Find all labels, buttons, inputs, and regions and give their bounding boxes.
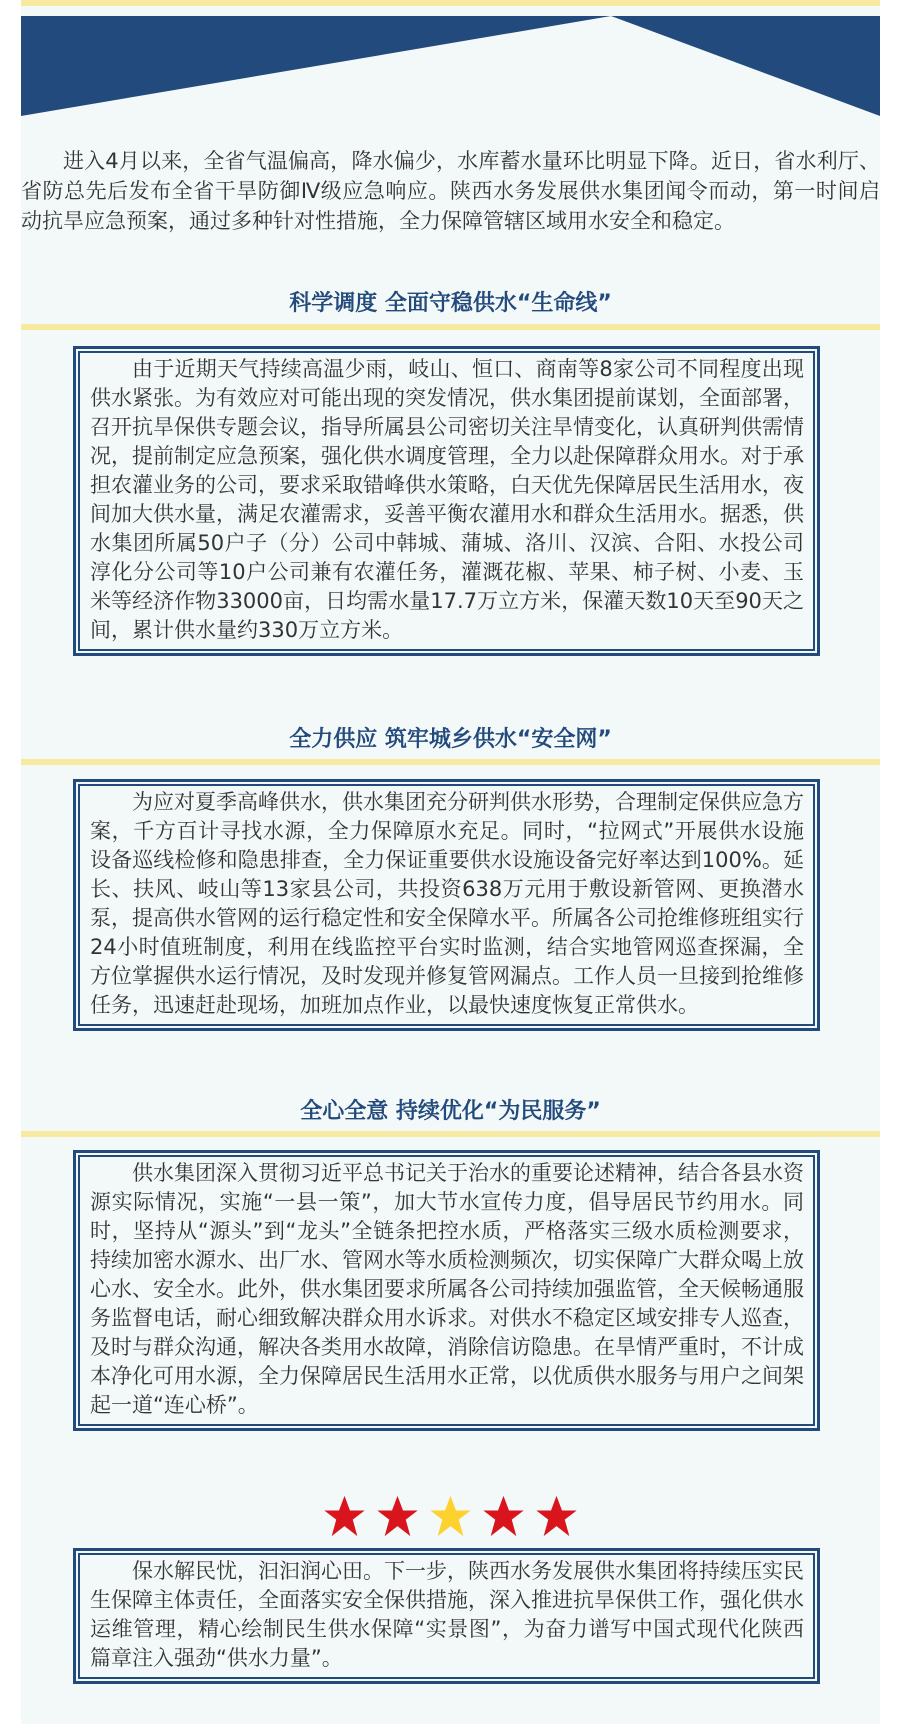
section-body: 由于近期天气持续高温少雨，岐山、恒口、商南等8家公司不同程度出现供水紧张。为有效应对可能出现的突发情况，供水集团提前谋划，全面部署，召开抗旱保供专题会议，指导所属县公司密切关注旱情变化，认真研判供需情况，提前制定应急预案，强化供水调度管理，全力以赴保障群众用水。对于承担农灌业务的公司，要求采取错峰供水策略，白天优先保障居民生活用水，夜间加大供水量，满足农灌需求，妥善平衡农灌用水和群众生活用水。据悉，供水集团所属50户子（分）公司中韩城、蒲城、洛川、汉滨、合阳、水投公司淳化分公司等10户公司兼有农灌任务，灌溉花椒、苹果、柿子树、小麦、玉米等经济作物33000亩，日均需水量17.7万立方米，保灌天数10天至90天之间，累计供水量约330万立方米。 [90,357,804,642]
section-box [73,1150,820,1431]
closing-paragraph: 保水解民忧，汩汩润心田。下一步，陕西水务发展供水集团将持续压实民生保障主体责任，全面落实安全保供措施，深入推进抗旱保供工作，强化供水运维管理，精心绘制民生供水保障“实景图”，为奋力谱写中国式现代化陕西篇章注入强劲“供水力量”。 [90,1559,804,1670]
heading-divider [21,759,880,765]
heading-divider [21,1131,880,1137]
section-heading: 全力供应 筑牢城乡供水“安全网” [289,727,612,752]
section-box [73,346,820,656]
closing-box [73,1548,820,1684]
red-star-icon [534,1494,579,1538]
section-heading: 全心全意 持续优化“为民服务” [300,1099,601,1124]
header-banner [21,16,880,116]
article [21,0,880,1724]
gold-star-icon [428,1494,473,1538]
section-box [73,779,820,1031]
section-body: 为应对夏季高峰供水，供水集团充分研判供水形势，合理制定保供应急方案，千方百计寻找水源，全力保障原水充足。同时，“拉网式”开展供水设施设备巡线检修和隐患排查，全力保证重要供水设施设备完好率达到100%。延长、扶风、岐山等13家县公司，共投资638万元用于敷设新管网、更换潜水泵，提高供水管网的运行稳定性和安全保障水平。所属各公司抢维修班组实行24小时值班制度，利用在线监控平台实时监测，结合实地管网巡查探漏，全方位掌握供水运行情况，及时发现并修复管网漏点。工作人员一旦接到抢维修任务，迅速赶赴现场，加班加点作业，以最快速度恢复正常供水。 [90,790,804,1017]
intro-paragraph: 进入4月以来，全省气温偏高，降水偏少，水库蓄水量环比明显下降。近日，省水利厅、省防总先后发布全省干旱防御Ⅳ级应急响应。陕西水务发展供水集团闻令而动，第一时间启动抗旱应急预案，通过多种针对性措施，全力保障管辖区域用水安全和稳定。 [21,149,880,233]
top-divider [21,0,880,6]
red-star-icon [322,1494,367,1538]
red-star-icon [375,1494,420,1538]
section-body: 供水集团深入贯彻习近平总书记关于治水的重要论述精神，结合各县水资源实际情况，实施“一县一策”，加大节水宣传力度，倡导居民节约用水。同时，坚持从“源头”到“龙头”全链条把控水质，严格落实三级水质检测要求，持续加密水源水、出厂水、管网水等水质检测频次，切实保障广大群众喝上放心水、安全水。此外，供水集团要求所属各公司持续加强监管，全天候畅通服务监督电话，耐心细致解决群众用水诉求。对供水不稳定区域安排专人巡查，及时与群众沟通，解决各类用水故障，消除信访隐患。在旱情严重时，不计成本净化可用水源，全力保障居民生活用水正常，以优质供水服务与用户之间架起一道“连心桥”。 [90,1161,804,1417]
red-star-icon [481,1494,526,1538]
section-heading: 科学调度 全面守稳供水“生命线” [289,291,612,316]
star-row [21,1494,880,1538]
heading-divider [21,324,880,330]
